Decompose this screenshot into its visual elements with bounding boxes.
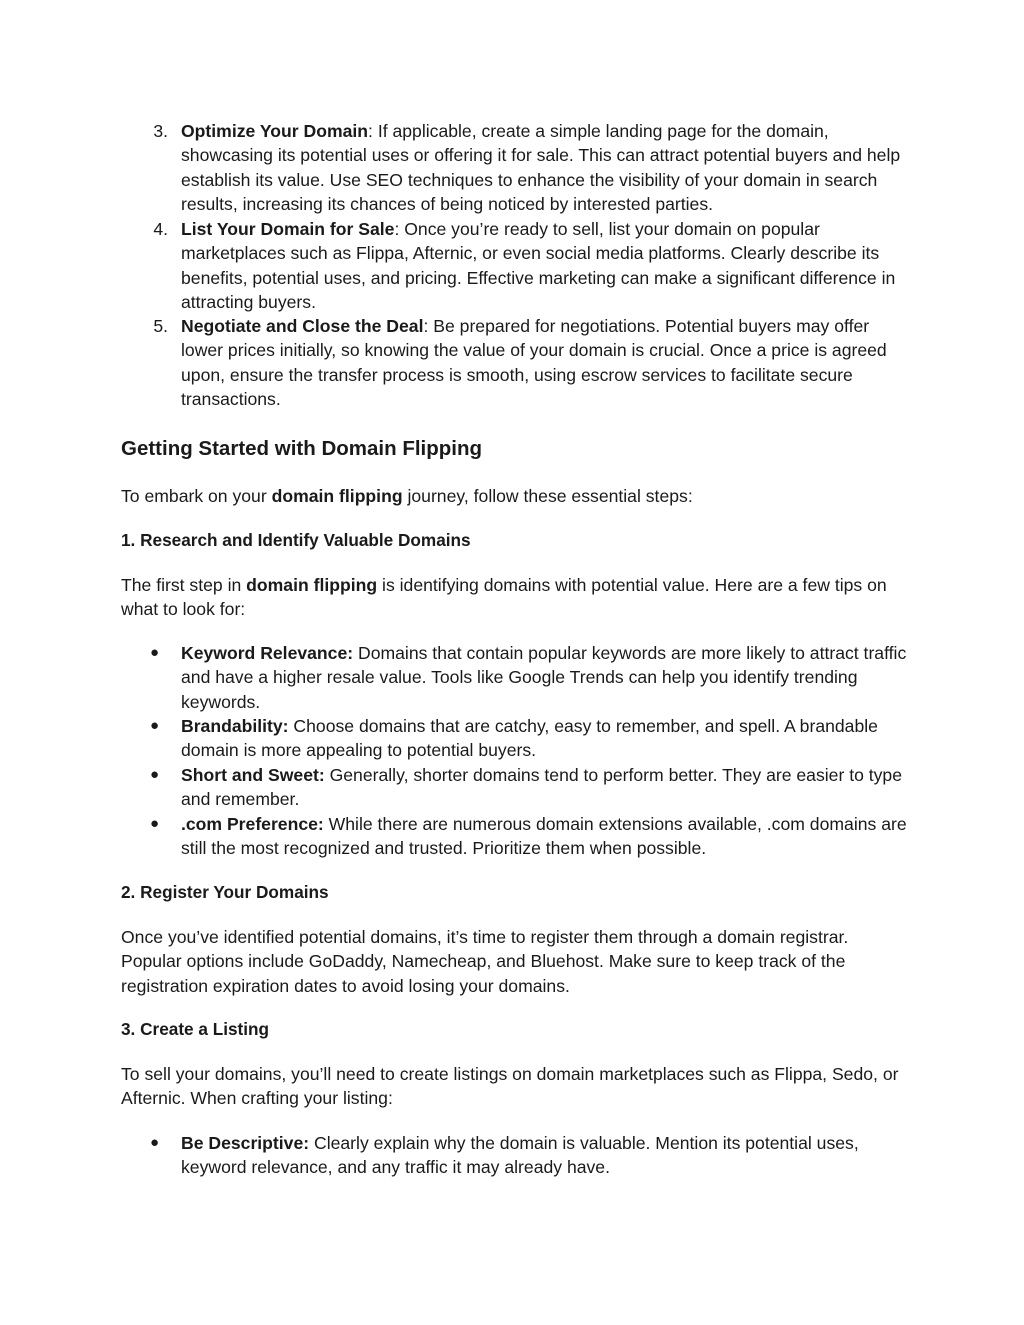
section-heading: Getting Started with Domain Flipping	[121, 437, 483, 460]
bullet-body	[181, 763, 911, 812]
step1-text: The first step in	[121, 575, 247, 595]
bullet-title: Keyword Relevance:	[181, 643, 354, 663]
list-item-title: Negotiate and Close the Deal	[181, 316, 424, 336]
intro-bold: domain flipping	[271, 486, 403, 506]
bullet-icon: ●	[150, 644, 160, 661]
step1-text-end: is identifying domains with potential value. Here are a few tips on what to look for:	[121, 575, 887, 620]
list-number: 3.	[153, 121, 168, 141]
bullet-body	[181, 1131, 911, 1180]
bullet-title: Brandability:	[181, 716, 289, 736]
list-item-text: : If applicable, create a simple landing page for the domain, showcasing its potential uses or offering it for sale. This can attract potential buyers and help establish its value. Use SEO techniques to enhance the visibility of your domain in search results, increasing its chances of being noticed by interested parties.	[181, 121, 901, 215]
list-item-body	[181, 314, 911, 412]
list-number: 5.	[153, 316, 168, 336]
bullet-icon: ●	[150, 717, 160, 734]
step1-paragraph	[121, 573, 906, 622]
bullet-body	[181, 812, 911, 861]
list-item-title: Optimize Your Domain	[181, 121, 369, 141]
bullet-title: Be Descriptive:	[181, 1133, 310, 1153]
bullet-icon: ●	[150, 1134, 160, 1151]
bullet-body	[181, 714, 911, 763]
step3-paragraph: To sell your domains, you’ll need to create listings on domain marketplaces such as Flippa, Sedo, or Afternic. When crafting your listing:	[121, 1064, 899, 1109]
list-item-text: : Once you’re ready to sell, list your domain on popular marketplaces such as Flippa, Afternic, or even social media platforms. Clearly describe its benefits, potential uses, and pricing. Effective marketing can make a significant difference in attracting buyers.	[181, 219, 896, 313]
bullet-body	[181, 641, 911, 714]
bullet-icon: ●	[150, 815, 160, 832]
bullet-icon: ●	[150, 766, 160, 783]
intro-text-end: journey, follow these essential steps:	[402, 486, 693, 506]
step3-heading: 3. Create a Listing	[121, 1019, 270, 1039]
step2-paragraph: Once you’ve identified potential domains, it’s time to register them through a domain registrar. Popular options include GoDaddy, Namecheap, and Bluehost. Make sure to keep track of the registration expiration dates to avoid losing your domains.	[121, 927, 849, 996]
bullet-title: Short and Sweet:	[181, 765, 325, 785]
list-item-title: List Your Domain for Sale	[181, 219, 395, 239]
list-number: 4.	[153, 219, 168, 239]
bullet-title: .com Preference:	[181, 814, 324, 834]
step2-heading: 2. Register Your Domains	[121, 882, 329, 902]
list-item-body	[181, 217, 911, 315]
bullet-text: Generally, shorter domains tend to perform better. They are easier to type and remember.	[181, 765, 903, 810]
bullet-text: Domains that contain popular keywords are more likely to attract traffic and have a higher resale value. Tools like Google Trends can help you identify trending keywords.	[181, 643, 907, 712]
step1-bold: domain flipping	[246, 575, 378, 595]
list-item-text: : Be prepared for negotiations. Potential buyers may offer lower prices initially, so knowing the value of your domain is crucial. Once a price is agreed upon, ensure the transfer process is smooth, using escrow services to facilitate secure transactions.	[181, 316, 887, 410]
list-item-body	[181, 119, 911, 217]
bullet-text: Choose domains that are catchy, easy to remember, and spell. A brandable domain is more appealing to potential buyers.	[181, 716, 878, 761]
step1-heading: 1. Research and Identify Valuable Domains	[121, 530, 471, 550]
intro-paragraph	[121, 484, 906, 508]
bullet-text: Clearly explain why the domain is valuable. Mention its potential uses, keyword relevance, and any traffic it may already have.	[181, 1133, 859, 1178]
intro-text: To embark on your	[121, 486, 272, 506]
bullet-text: While there are numerous domain extensions available, .com domains are still the most recognized and trusted. Prioritize them when possible.	[181, 814, 907, 859]
